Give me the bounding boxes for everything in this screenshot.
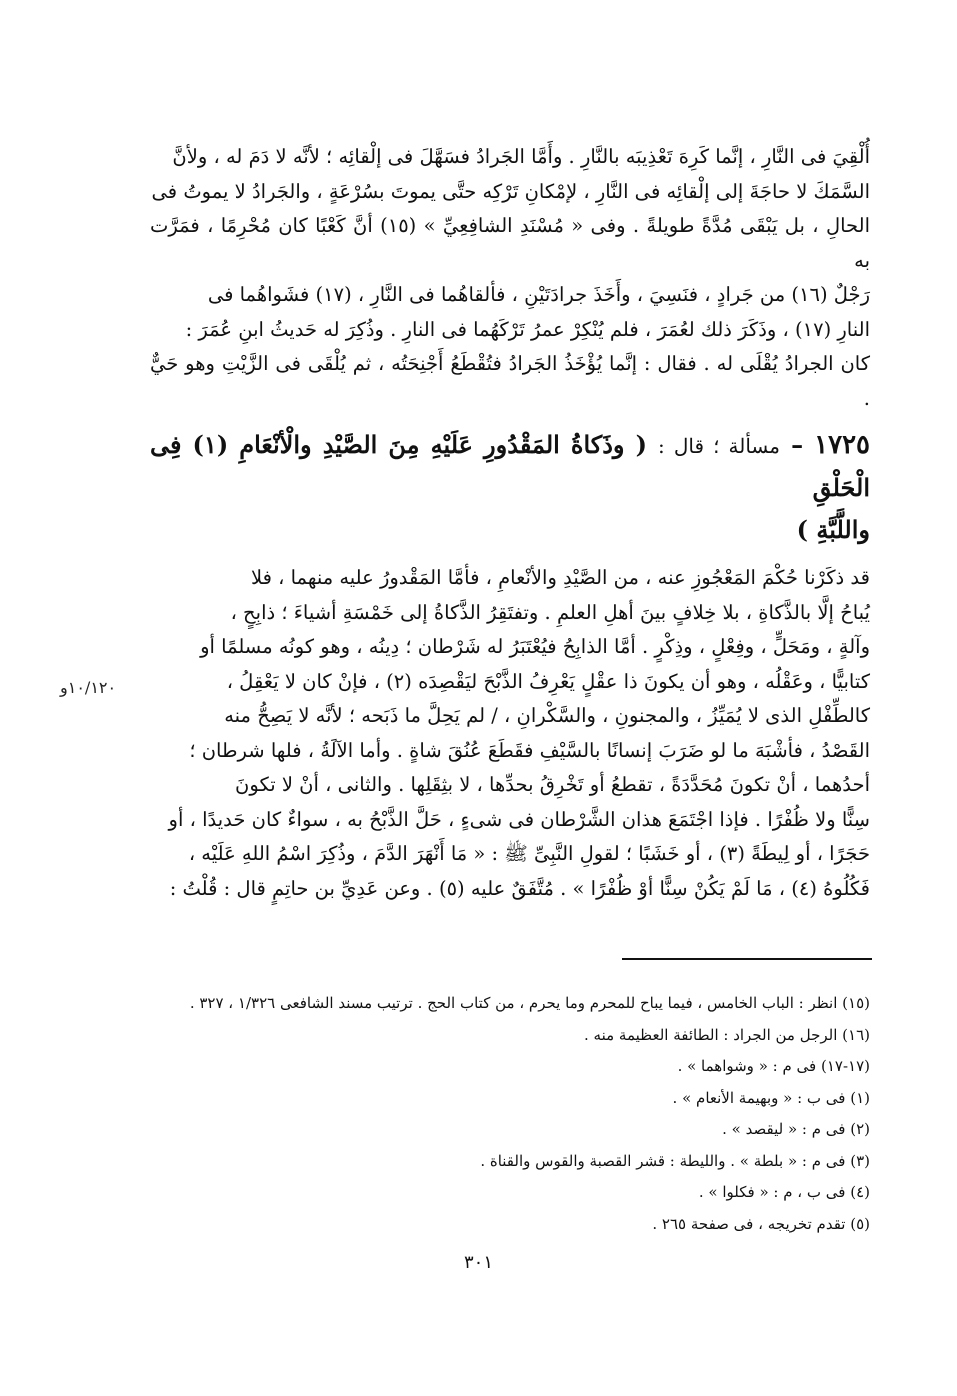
paragraph-top bbox=[150, 140, 870, 416]
heading-line-2: واللَّبَّةِ ) bbox=[796, 515, 870, 544]
paragraph-main bbox=[150, 561, 870, 906]
footnote: (١٥) انظر : الباب الخامس ، فيما يباح للمحرم وما يحرم ، من كتاب الحج . ترتيب مسند الشافعى ١/٣٢٦ ، ٣٢٧ . bbox=[189, 994, 870, 1012]
footnote: (٣) فى م : « بلطة » . والليطة : قشر القصبة والقوس والقناة . bbox=[480, 1151, 870, 1170]
page-body bbox=[150, 140, 870, 906]
footnote: (٤) فى ب ، م : « فكلوا » . bbox=[698, 1183, 870, 1201]
footnote-divider bbox=[622, 958, 872, 960]
footnote: (١٧-١٧) فى م : « وشواهما » . bbox=[677, 1057, 870, 1075]
text-line: أُلْقِيَ فى النَّارِ ، إنَّما كَرِهَ تَعْذِيبَه بالنَّارِ . وأَمَّا الجَرادُ فسَهَّلَ فى إلْقائِه ؛ لأنَّه لا دَمَ له ، ولأنَّ bbox=[172, 145, 870, 168]
heading-text: ( وذَكاةُ المَقْدُورِ عَلَيْهِ مِنَ الصَّيْدِ والْأنْعَامِ (١) فِى الْحَلْقِ bbox=[150, 430, 870, 502]
text-line: يُباحُ إلَّا بالذَّكاةِ ، بلا خِلافٍ بينَ أهلِ العلمِ . وتفتَقِرُ الذَّكاةُ إلى خَمْسَةِ أشياءَ ؛ ذابِحٍ ، bbox=[230, 600, 870, 624]
issue-number: ١٧٢٥ bbox=[814, 430, 870, 460]
text-line: الحالِ ، بل يَبْقَى مُدَّةً طويلةً . وفى « مُسْنَدِ الشافِعِيِّ » (١٥) أنَّ كَعْبًا كان مُحْرِمًا ، فمَرَّت به bbox=[150, 214, 870, 272]
page-number: ٣٠١ bbox=[463, 1252, 493, 1273]
text-line: رَجْلٌ (١٦) من جَرادٍ ، فنَسِيَ ، وأَخَذَ جرادَتَيْنِ ، فألقاهُما فى النَّارِ ، (١٧) فشَواهُما فى bbox=[207, 283, 870, 306]
heading-line-1 bbox=[150, 424, 870, 509]
text-line: وآلةٍ ، ومَحَلٍّ ، وفِعْلٍ ، وذِكْرٍ . أمَّا الذابِحُ فيُعْتَبَرُ له شَرْطان ؛ دِينُه ، وهو كونُه مسلمًا أو bbox=[200, 635, 870, 658]
section-heading bbox=[150, 424, 870, 551]
text-line: أحدُهما ، أنْ تكونَ مُحَدَّدَةً ، تقطعُ أو تَخْرِقُ بحدِّها ، لا بثِقَلِها . والثانى ، أنْ لا تكونَ bbox=[235, 773, 870, 796]
footnote: (٢) فى م : « ليقصد » . bbox=[722, 1120, 870, 1138]
text-line: كان الجرادُ يُقْلَى له . فقال : إنَّما يُؤْخَذُ الجَرادُ فتُقْطَعُ أَجْنِحَتُه ، ثم يُلْقَى فى الزَّيْتِ وهو حَيٌّ . bbox=[150, 352, 870, 410]
text-line: سِنًّا ولا ظُفْرًا . فإذا اجْتَمَعَ هذان الشَّرْطان فى شىءٍ ، حَلَّ الذَّبْحُ به ، سواءٌ كان حَديدًا ، أو bbox=[168, 807, 870, 831]
margin-reference: ١٠/١٢٠و bbox=[60, 678, 117, 697]
text-line: قد ذكَرْنا حُكْمَ المَعْجُوزِ عنه ، من الصَّيْدِ والأنْعامِ ، فأمَّا المَقْدورُ عليه منهما ، فلا bbox=[250, 566, 870, 589]
text-line: حَجَرًا ، أو لِيطَةً (٣) ، أو خَشَبًا ؛ لقولِ النَّبِىِّ ﷺ : « مَا أَنْهَرَ الدَّمَ ، وذُكِرَ اسْمُ اللهِ عَلَيْه ، bbox=[188, 842, 870, 865]
footnote: (٥) تقدم تخريجه ، فى صفحة ٢٦٥ . bbox=[652, 1214, 870, 1233]
text-line: فَكُلُوهُ (٤) ، مَا لَمْ يَكُنْ سِنًّا أوْ ظُفْرًا » . مُتَّفَقٌ عليه (٥) . وعن عَدِيِّ بن حاتِمٍ قال : قُلْتُ : bbox=[169, 876, 870, 900]
footnote: (١) فى ب : « وبهيمة الأنعام » . bbox=[672, 1088, 870, 1107]
footnote: (١٦) الرجل من الجراد : الطائفة العظيمة منه . bbox=[584, 1025, 870, 1044]
heading-dash: – bbox=[791, 430, 804, 459]
footnotes bbox=[150, 988, 870, 1240]
heading-label: مسألة ؛ قال : bbox=[658, 434, 780, 458]
text-line: النارِ (١٧) ، وذَكَرَ ذلك لعُمَرَ ، فلم يُنْكِرْ عمرُ تَرْكَهُما فى النارِ . وذُكِرَ له حَديثُ ابنِ عُمَرَ : bbox=[185, 317, 870, 341]
text-line: كتابيًّا ، وعَقْلُه ، وهو أن يكونَ ذا عقْلٍ يَعْرِفُ الذَّبْحَ ليَقْصِدَه (٢) ، فإنْ كان لا يَعْقِلُ ، bbox=[226, 669, 870, 693]
text-line: القَصْدُ ، فأشْبَهَ ما لو ضَرَبَ إنسانًا بالسَّيْفِ فقَطَعَ عُنُقَ شاةٍ . وأما الآلَةُ ، فلها شرطان ؛ bbox=[189, 738, 870, 762]
text-line: السَّمَكَ لا حاجَةَ إلى إلْقائِه فى النَّارِ ، لإمْكانِ تَرْكِه حتَّى يموتَ بسُرْعَةٍ ، والجَرادُ لا يموتُ فى bbox=[151, 179, 870, 203]
text-line: كالطِّفْلِ الذى لا يُمَيِّزُ ، والمجنونِ ، والسَّكْرانِ ، / لم يَحِلَّ ما ذَبَحه ؛ لأنَّه لا يَصِحُّ منه bbox=[224, 704, 870, 727]
